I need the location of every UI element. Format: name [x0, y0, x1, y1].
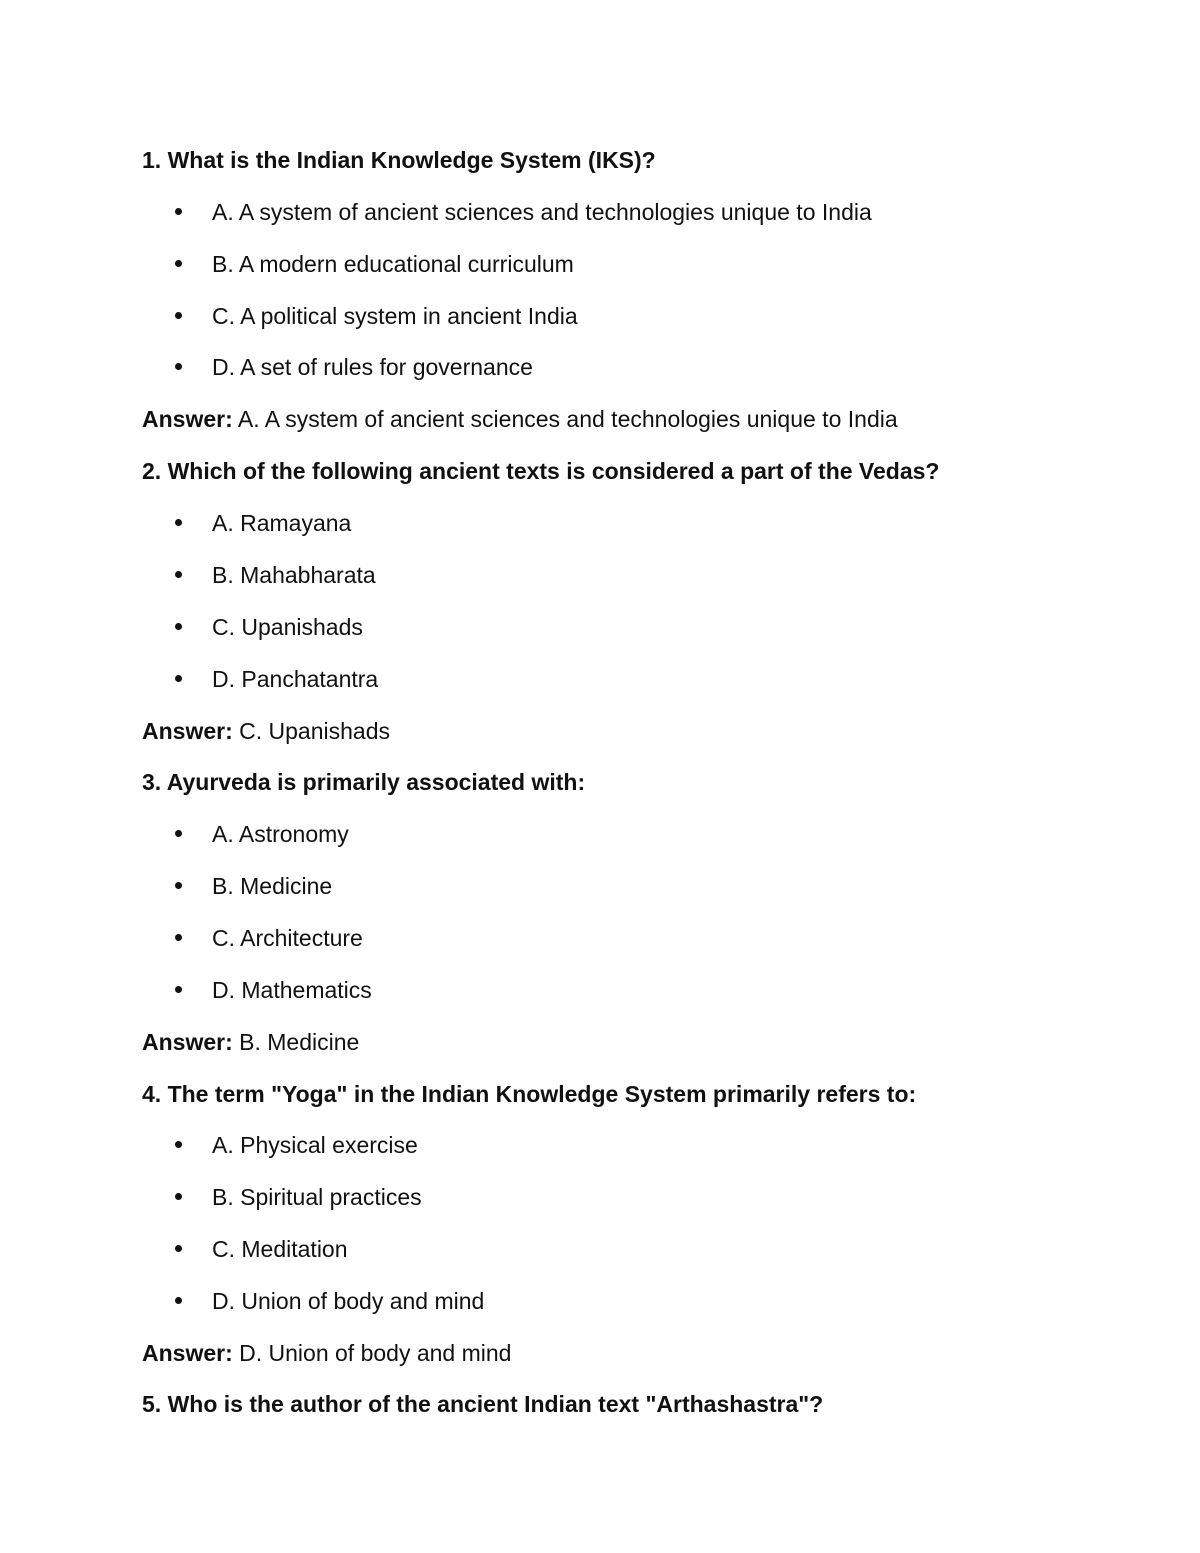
question-4-option-b: B. Spiritual practices	[212, 1184, 422, 1210]
answer-text: C. Upanishads	[239, 718, 390, 744]
question-4-option-c: C. Meditation	[212, 1236, 348, 1262]
bullet-icon	[175, 934, 182, 941]
bullet-icon	[175, 675, 182, 682]
answer-text: D. Union of body and mind	[239, 1340, 512, 1366]
question-2-option-c: C. Upanishads	[212, 614, 363, 640]
question-1-option-a: A. A system of ancient sciences and technologies unique to India	[212, 199, 872, 225]
question-1-option-b: B. A modern educational curriculum	[212, 251, 574, 277]
answer-label: Answer:	[142, 718, 233, 744]
question-1-option-d: D. A set of rules for governance	[212, 354, 533, 380]
question-1-option-c: C. A political system in ancient India	[212, 303, 578, 329]
question-3-answer	[142, 1027, 359, 1057]
question-2-option-b: B. Mahabharata	[212, 562, 376, 588]
answer-text: A. A system of ancient sciences and technologies unique to India	[237, 406, 898, 432]
bullet-icon	[175, 312, 182, 319]
bullet-icon	[175, 986, 182, 993]
question-4-answer	[142, 1338, 511, 1368]
question-2: 2. Which of the following ancient texts is considered a part of the Vedas?	[142, 458, 940, 484]
bullet-icon	[175, 1245, 182, 1252]
question-3-option-c: C. Architecture	[212, 925, 363, 951]
bullet-icon	[175, 260, 182, 267]
answer-label: Answer:	[142, 1029, 233, 1055]
question-3-option-a: A. Astronomy	[212, 821, 349, 847]
bullet-icon	[175, 571, 182, 578]
question-1: 1. What is the Indian Knowledge System (IKS)?	[142, 147, 656, 173]
answer-label: Answer:	[142, 1340, 233, 1366]
question-2-option-a: A. Ramayana	[212, 510, 352, 536]
question-4: 4. The term "Yoga" in the Indian Knowledge System primarily refers to:	[142, 1081, 917, 1107]
question-3-option-d: D. Mathematics	[212, 977, 372, 1003]
answer-label: Answer:	[142, 406, 233, 432]
question-1-answer	[142, 404, 898, 434]
question-2-option-d: D. Panchatantra	[212, 666, 379, 692]
question-4-option-d: D. Union of body and mind	[212, 1288, 485, 1314]
question-3: 3. Ayurveda is primarily associated with:	[142, 769, 586, 795]
bullet-icon	[175, 882, 182, 889]
bullet-icon	[175, 1297, 182, 1304]
bullet-icon	[175, 1141, 182, 1148]
bullet-icon	[175, 519, 182, 526]
bullet-icon	[175, 208, 182, 215]
question-3-option-b: B. Medicine	[212, 873, 333, 899]
bullet-icon	[175, 623, 182, 630]
question-2-answer	[142, 716, 390, 746]
question-4-option-a: A. Physical exercise	[212, 1132, 418, 1158]
bullet-icon	[175, 830, 182, 837]
bullet-icon	[175, 1193, 182, 1200]
question-5: 5. Who is the author of the ancient Indian text "Arthashastra"?	[142, 1391, 824, 1417]
answer-text: B. Medicine	[239, 1029, 360, 1055]
bullet-icon	[175, 363, 182, 370]
